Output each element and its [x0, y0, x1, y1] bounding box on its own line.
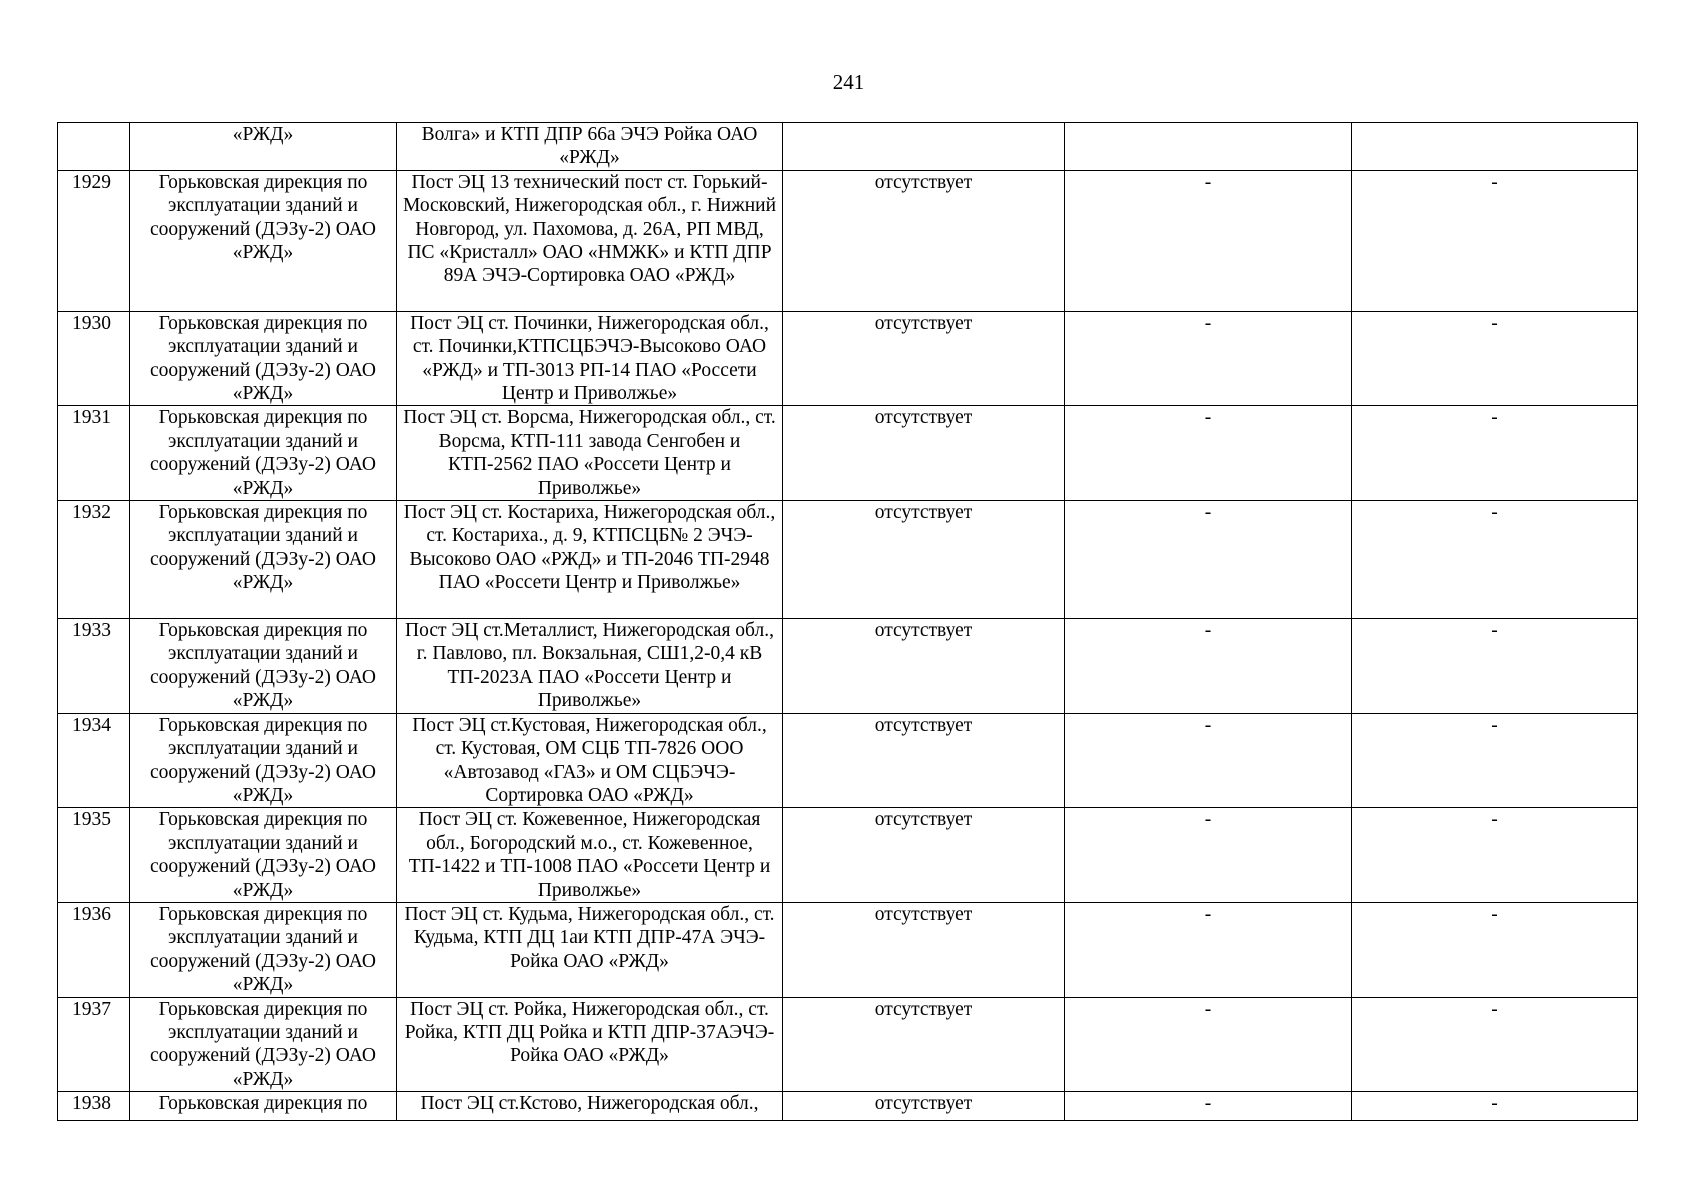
table-row [58, 501, 1638, 619]
row-number-cell: 1935 [58, 808, 130, 903]
status-cell: отсутствует [783, 1092, 1065, 1121]
column-6-cell: - [1352, 1092, 1638, 1121]
column-6-cell: - [1352, 170, 1638, 311]
status-cell: отсутствует [783, 713, 1065, 808]
organization-cell: Горьковская дирекция по эксплуатации зданий и сооружений (ДЭЗу-2) ОАО «РЖД» [130, 902, 397, 997]
page-number: 241 [832, 70, 865, 94]
row-number-cell: 1937 [58, 997, 130, 1092]
column-6-cell: - [1352, 808, 1638, 903]
column-5-cell: - [1065, 619, 1352, 714]
row-number-cell: 1934 [58, 713, 130, 808]
organization-cell: Горьковская дирекция по эксплуатации зданий и сооружений (ДЭЗу-2) ОАО «РЖД» [130, 170, 397, 311]
status-cell: отсутствует [783, 406, 1065, 501]
status-cell: отсутствует [783, 311, 1065, 406]
table-row [58, 406, 1638, 501]
status-cell: отсутствует [783, 902, 1065, 997]
table-row [58, 311, 1638, 406]
column-6-cell: - [1352, 902, 1638, 997]
table-row [58, 123, 1638, 171]
column-5-cell: - [1065, 997, 1352, 1092]
row-number-cell: 1931 [58, 406, 130, 501]
object-cell: Пост ЭЦ ст. Ройка, Нижегородская обл., ст. Ройка, КТП ДЦ Ройка и КТП ДПР-37АЭЧЭ-Ройка ОАО «РЖД» [397, 997, 783, 1092]
status-cell: отсутствует [783, 997, 1065, 1092]
object-cell: Пост ЭЦ ст.Кустовая, Нижегородская обл., ст. Кустовая, ОМ СЦБ ТП-7826 ООО «Автозавод «ГАЗ» и ОМ СЦБЭЧЭ-Сортировка ОАО «РЖД» [397, 713, 783, 808]
column-6-cell: - [1352, 619, 1638, 714]
object-cell: Пост ЭЦ 13 технический пост ст. Горький-Московский, Нижегородская обл., г. Нижний Новгород, ул. Пахомова, д. 26А, РП МВД, ПС «Кристалл» ОАО «НМЖК» и КТП ДПР 89А ЭЧЭ-Сортировка ОАО «РЖД» [397, 170, 783, 311]
organization-cell: «РЖД» [130, 123, 397, 171]
object-cell: Пост ЭЦ ст.Металлист, Нижегородская обл., г. Павлово, пл. Вокзальная, СШ1,2-0,4 кВ ТП-2023А ПАО «Россети Центр и Приволжье» [397, 619, 783, 714]
organization-cell: Горьковская дирекция по эксплуатации зданий и сооружений (ДЭЗу-2) ОАО «РЖД» [130, 501, 397, 619]
column-5-cell [1065, 123, 1352, 171]
column-5-cell: - [1065, 311, 1352, 406]
column-6-cell: - [1352, 997, 1638, 1092]
column-5-cell: - [1065, 713, 1352, 808]
organization-cell: Горьковская дирекция по эксплуатации зданий и сооружений (ДЭЗу-2) ОАО «РЖД» [130, 311, 397, 406]
column-6-cell: - [1352, 311, 1638, 406]
table-row [58, 1092, 1638, 1121]
registry-table [57, 122, 1638, 1121]
column-5-cell: - [1065, 406, 1352, 501]
organization-cell: Горьковская дирекция по эксплуатации зданий и сооружений (ДЭЗу-2) ОАО «РЖД» [130, 808, 397, 903]
column-6-cell: - [1352, 501, 1638, 619]
column-5-cell: - [1065, 1092, 1352, 1121]
organization-cell: Горьковская дирекция по эксплуатации зданий и сооружений (ДЭЗу-2) ОАО «РЖД» [130, 713, 397, 808]
column-6-cell: - [1352, 406, 1638, 501]
status-cell: отсутствует [783, 808, 1065, 903]
table-row [58, 997, 1638, 1092]
organization-cell: Горьковская дирекция по [130, 1092, 397, 1121]
column-5-cell: - [1065, 808, 1352, 903]
column-5-cell: - [1065, 902, 1352, 997]
column-6-cell: - [1352, 713, 1638, 808]
table-row [58, 170, 1638, 311]
row-number-cell: 1936 [58, 902, 130, 997]
status-cell [783, 123, 1065, 171]
row-number-cell: 1930 [58, 311, 130, 406]
column-6-cell [1352, 123, 1638, 171]
table-row [58, 902, 1638, 997]
object-cell: Пост ЭЦ ст. Кожевенное, Нижегородская обл., Богородский м.о., ст. Кожевенное, ТП-1422 и ТП-1008 ПАО «Россети Центр и Приволжье» [397, 808, 783, 903]
organization-cell: Горьковская дирекция по эксплуатации зданий и сооружений (ДЭЗу-2) ОАО «РЖД» [130, 619, 397, 714]
organization-cell: Горьковская дирекция по эксплуатации зданий и сооружений (ДЭЗу-2) ОАО «РЖД» [130, 997, 397, 1092]
row-number-cell: 1932 [58, 501, 130, 619]
status-cell: отсутствует [783, 170, 1065, 311]
organization-cell: Горьковская дирекция по эксплуатации зданий и сооружений (ДЭЗу-2) ОАО «РЖД» [130, 406, 397, 501]
column-5-cell: - [1065, 170, 1352, 311]
column-5-cell: - [1065, 501, 1352, 619]
table-row [58, 808, 1638, 903]
object-cell: Волга» и КТП ДПР 66а ЭЧЭ Ройка ОАО «РЖД» [397, 123, 783, 171]
table-row [58, 619, 1638, 714]
row-number-cell [58, 123, 130, 171]
object-cell: Пост ЭЦ ст. Кудьма, Нижегородская обл., ст. Кудьма, КТП ДЦ 1аи КТП ДПР-47А ЭЧЭ-Ройка ОАО «РЖД» [397, 902, 783, 997]
object-cell: Пост ЭЦ ст. Ворсма, Нижегородская обл., ст. Ворсма, КТП-111 завода Сенгобен и КТП-2562 ПАО «Россети Центр и Приволжье» [397, 406, 783, 501]
status-cell: отсутствует [783, 619, 1065, 714]
status-cell: отсутствует [783, 501, 1065, 619]
row-number-cell: 1929 [58, 170, 130, 311]
table-row [58, 713, 1638, 808]
row-number-cell: 1933 [58, 619, 130, 714]
object-cell: Пост ЭЦ ст. Починки, Нижегородская обл., ст. Починки,КТПСЦБЭЧЭ-Высоково ОАО «РЖД» и ТП-3013 РП-14 ПАО «Россети Центр и Приволжье» [397, 311, 783, 406]
object-cell: Пост ЭЦ ст.Кстово, Нижегородская обл., [397, 1092, 783, 1121]
row-number-cell: 1938 [58, 1092, 130, 1121]
object-cell: Пост ЭЦ ст. Костариха, Нижегородская обл., ст. Костариха., д. 9, КТПСЦБ№ 2 ЭЧЭ-Высоково ОАО «РЖД» и ТП-2046 ТП-2948 ПАО «Россети Центр и Приволжье» [397, 501, 783, 619]
